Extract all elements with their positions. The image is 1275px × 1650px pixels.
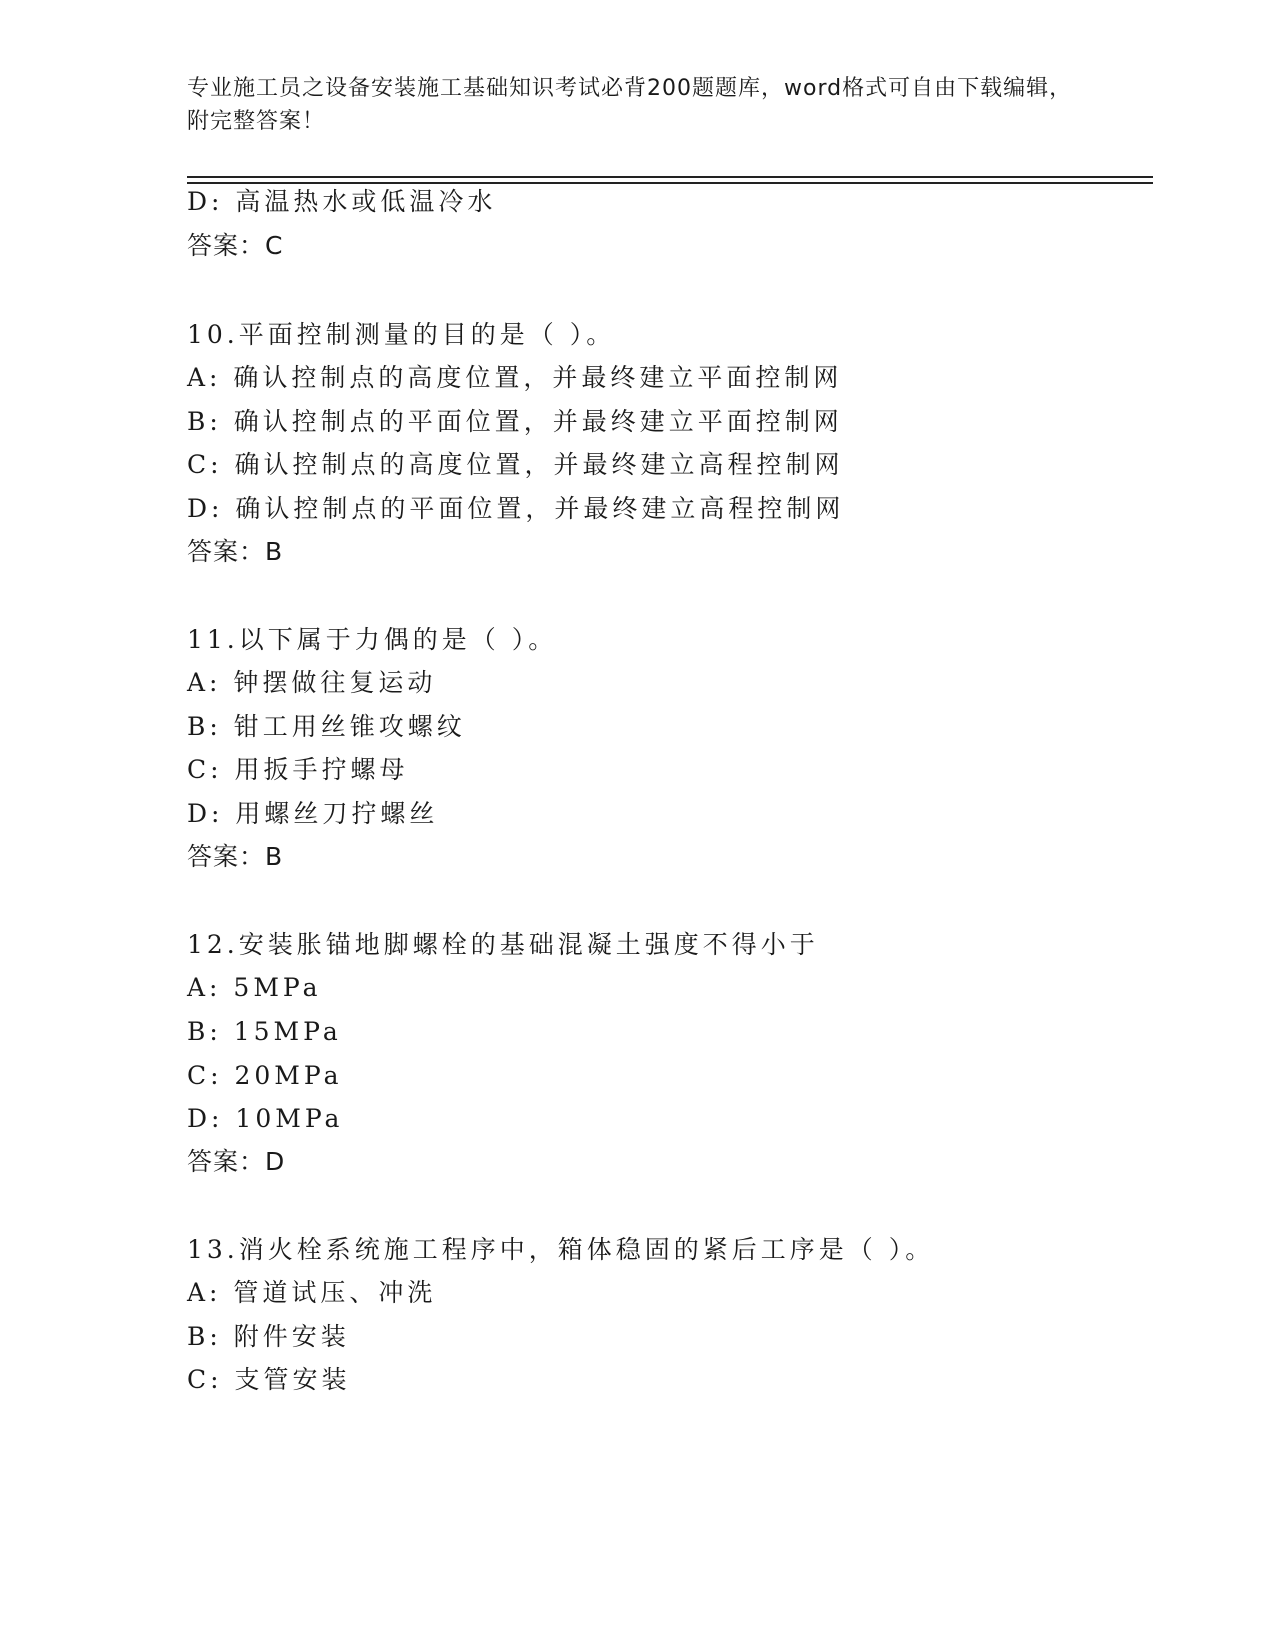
question-12-option-a: A: 5MPa xyxy=(187,973,322,1002)
question-10-option-d: D: 确认控制点的平面位置，并最终建立高程控制网 xyxy=(187,494,845,523)
question-10-option-c: C: 确认控制点的高度位置，并最终建立高程控制网 xyxy=(187,450,844,479)
question-11-answer: 答案：B xyxy=(187,842,284,871)
question-11-stem: 11.以下属于力偶的是（ ）。 xyxy=(187,625,558,654)
prev-answer: 答案：C xyxy=(187,231,284,260)
question-13-stem: 13.消火栓系统施工程序中，箱体稳固的紧后工序是（ ）。 xyxy=(187,1235,935,1264)
document-header xyxy=(187,72,1087,138)
question-10-answer: 答案：B xyxy=(187,537,284,566)
question-11-option-a: A: 钟摆做往复运动 xyxy=(187,668,437,697)
question-13-option-c: C: 支管安装 xyxy=(187,1365,351,1394)
header-divider-top xyxy=(187,176,1153,178)
question-12-option-b: B: 15MPa xyxy=(187,1017,342,1046)
prev-option-d: D: 高温热水或低温冷水 xyxy=(187,187,497,216)
question-12-option-c: C: 20MPa xyxy=(187,1061,343,1090)
header-title: 专业施工员之设备安装施工基础知识考试必背200题题库，word格式可自由下载编辑，附完整答案！ xyxy=(187,76,1073,134)
question-10-stem: 10.平面控制测量的目的是（ ）。 xyxy=(187,320,616,349)
question-12-answer: 答案：D xyxy=(187,1147,286,1176)
question-13-option-b: B: 附件安装 xyxy=(187,1322,350,1351)
question-11-option-c: C: 用扳手拧螺母 xyxy=(187,755,409,784)
header-divider-bottom xyxy=(187,182,1153,184)
question-11-option-d: D: 用螺丝刀拧螺丝 xyxy=(187,799,439,828)
question-12-stem: 12.安装胀锚地脚螺栓的基础混凝土强度不得小于 xyxy=(187,930,819,959)
question-10-option-a: A: 确认控制点的高度位置，并最终建立平面控制网 xyxy=(187,363,843,392)
question-10-option-b: B: 确认控制点的平面位置，并最终建立平面控制网 xyxy=(187,407,843,436)
question-13-option-a: A: 管道试压、冲洗 xyxy=(187,1278,437,1307)
question-11-option-b: B: 钳工用丝锥攻螺纹 xyxy=(187,712,466,741)
question-12-option-d: D: 10MPa xyxy=(187,1104,344,1133)
